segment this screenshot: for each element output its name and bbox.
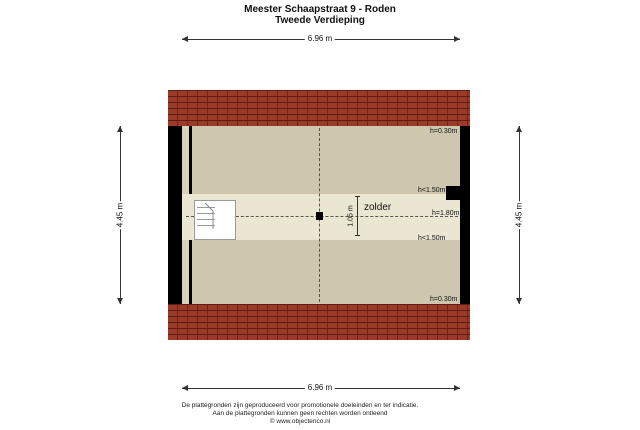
stair-opening — [194, 200, 236, 240]
wall-right — [460, 126, 470, 304]
inner-height-dimension-line — [357, 196, 358, 236]
roof-tiles-bottom — [168, 304, 470, 340]
copyright-line: © www.objectenco.nl — [269, 418, 331, 425]
room-name-zolder: zolder — [364, 202, 392, 213]
height-label-lower: h<1.50m — [418, 235, 446, 242]
inner-height-label: 1.05 m — [347, 205, 355, 227]
height-label-top: h=0.30m — [430, 128, 458, 135]
wall-left-outer — [168, 126, 182, 304]
left-height-label: 4.45 m — [115, 202, 125, 228]
column-marker — [316, 212, 323, 220]
roof-tiles-top — [168, 90, 470, 126]
height-label-bottom: h=0.30m — [430, 296, 458, 303]
right-height-label: 4.45 m — [514, 202, 524, 228]
disclaimer-line-2: Aan de plattegronden kunnen geen rechten worden ontleend — [212, 410, 388, 417]
top-width-label: 6.96 m — [305, 34, 335, 43]
height-label-center: h=1.80m — [432, 210, 460, 217]
wall-left-inner-lower — [189, 240, 192, 304]
plan-title: Meester Schaapstraat 9 - Roden — [244, 4, 396, 15]
stair-arrow-icon — [195, 201, 237, 241]
plan-subtitle: Tweede Verdieping — [275, 15, 365, 26]
wall-left-inner — [189, 126, 192, 194]
chimney-block — [446, 186, 460, 200]
bottom-width-label: 6.96 m — [305, 383, 335, 392]
disclaimer-line-1: De plattegronden zijn geproduceerd voor promotionele doeleinden en ter indicatie. — [181, 402, 419, 409]
height-label-upper: h<1.50m — [418, 187, 446, 194]
